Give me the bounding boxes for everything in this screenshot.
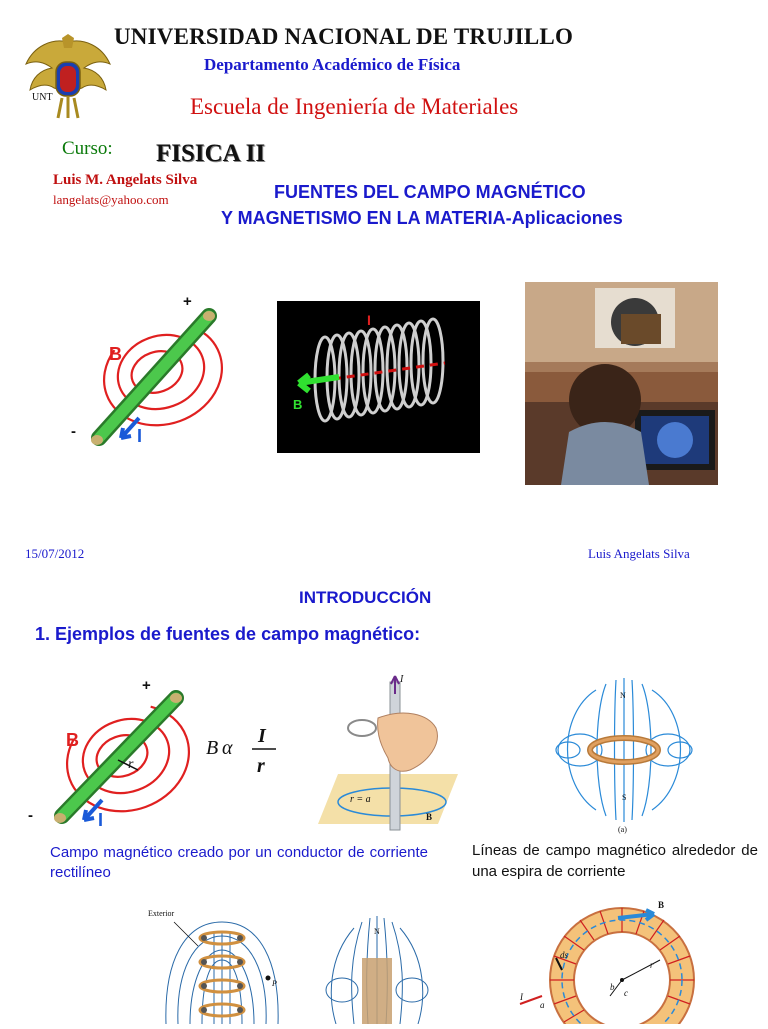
toroid-b-dim-label: b: [610, 982, 615, 992]
minus-sign: -: [71, 423, 76, 440]
current-loop-figure: [554, 674, 696, 836]
formula-numerator: I: [258, 725, 266, 747]
solenoid-b-label: B: [293, 397, 303, 412]
minus-sign-2: -: [28, 807, 33, 824]
course-label: Curso:: [62, 138, 113, 159]
formula-b: B: [206, 737, 219, 759]
toroid-figure: [518, 896, 700, 1024]
toroid-r-label: r: [650, 960, 654, 970]
slide-title-line1: FUENTES DEL CAMPO MAGNÉTICO: [274, 182, 586, 202]
hand-radius-label: r = a: [350, 794, 371, 805]
toroid-b-label: B: [658, 900, 665, 910]
short-solenoid-diagram: [322, 908, 432, 1024]
toroid-ds-label: ds: [560, 950, 569, 960]
department-name: Departamento Académico de Física: [204, 55, 461, 74]
wire-field-figure: [65, 290, 225, 460]
mri-photo: [525, 282, 718, 485]
section-subheading: 1. Ejemplos de fuentes de campo magnético:: [35, 624, 421, 644]
solenoid-image: [277, 301, 480, 453]
loop-panel-label: (a): [618, 825, 627, 834]
hand-b-label: B: [426, 812, 433, 822]
plus-sign: +: [183, 293, 192, 310]
footer-author: Luis Angelats Silva: [588, 546, 690, 561]
loop-caption: Líneas de campo magnético alrededor de una espira de corriente: [472, 842, 758, 880]
university-name: UNIVERSIDAD NACIONAL DE TRUJILLO: [114, 24, 574, 49]
formula-denominator: r: [257, 755, 265, 777]
b-field-label-2: B: [66, 730, 79, 750]
wire-field-figure-2: [26, 676, 194, 838]
current-label: I: [137, 426, 143, 446]
loop-south-label: S: [622, 793, 627, 802]
author-name: Luis M. Angelats Silva: [53, 172, 198, 188]
course-name: FISICA II: [156, 140, 266, 167]
formula-alpha: α: [222, 737, 233, 759]
solenoid-field-diagram: [144, 902, 300, 1024]
university-logo: [22, 34, 114, 120]
school-name: Escuela de Ingeniería de Materiales: [190, 94, 519, 119]
logo-text: UNT: [32, 92, 53, 103]
wire-caption: Campo magnético creado por un conductor de corriente rectilíneo: [50, 844, 428, 881]
plus-sign-2: +: [142, 677, 151, 694]
proportionality-formula: [204, 718, 284, 780]
toroid-a-label: a: [540, 1000, 545, 1010]
right-hand-rule-figure: [318, 674, 460, 832]
current-label-2: I: [98, 810, 104, 830]
slide-date: 15/07/2012: [25, 546, 85, 561]
slide-title-line2: Y MAGNETISMO EN LA MATERIA-Aplicaciones: [221, 208, 623, 228]
author-email: langelats@yahoo.com: [53, 192, 169, 207]
hand-current-label: I: [400, 674, 404, 685]
loop-north-label: N: [620, 691, 626, 700]
point-p-label: P: [272, 979, 277, 988]
toroid-c-label: c: [624, 988, 628, 998]
bar-north-label: N: [374, 927, 380, 936]
radius-label: r: [128, 757, 134, 772]
solenoid-current-label: I: [367, 312, 371, 328]
section-heading: INTRODUCCIÓN: [299, 588, 432, 607]
exterior-label: Exterior: [148, 909, 175, 918]
toroid-current-label: I: [520, 992, 523, 1002]
b-field-label: B: [109, 344, 122, 364]
